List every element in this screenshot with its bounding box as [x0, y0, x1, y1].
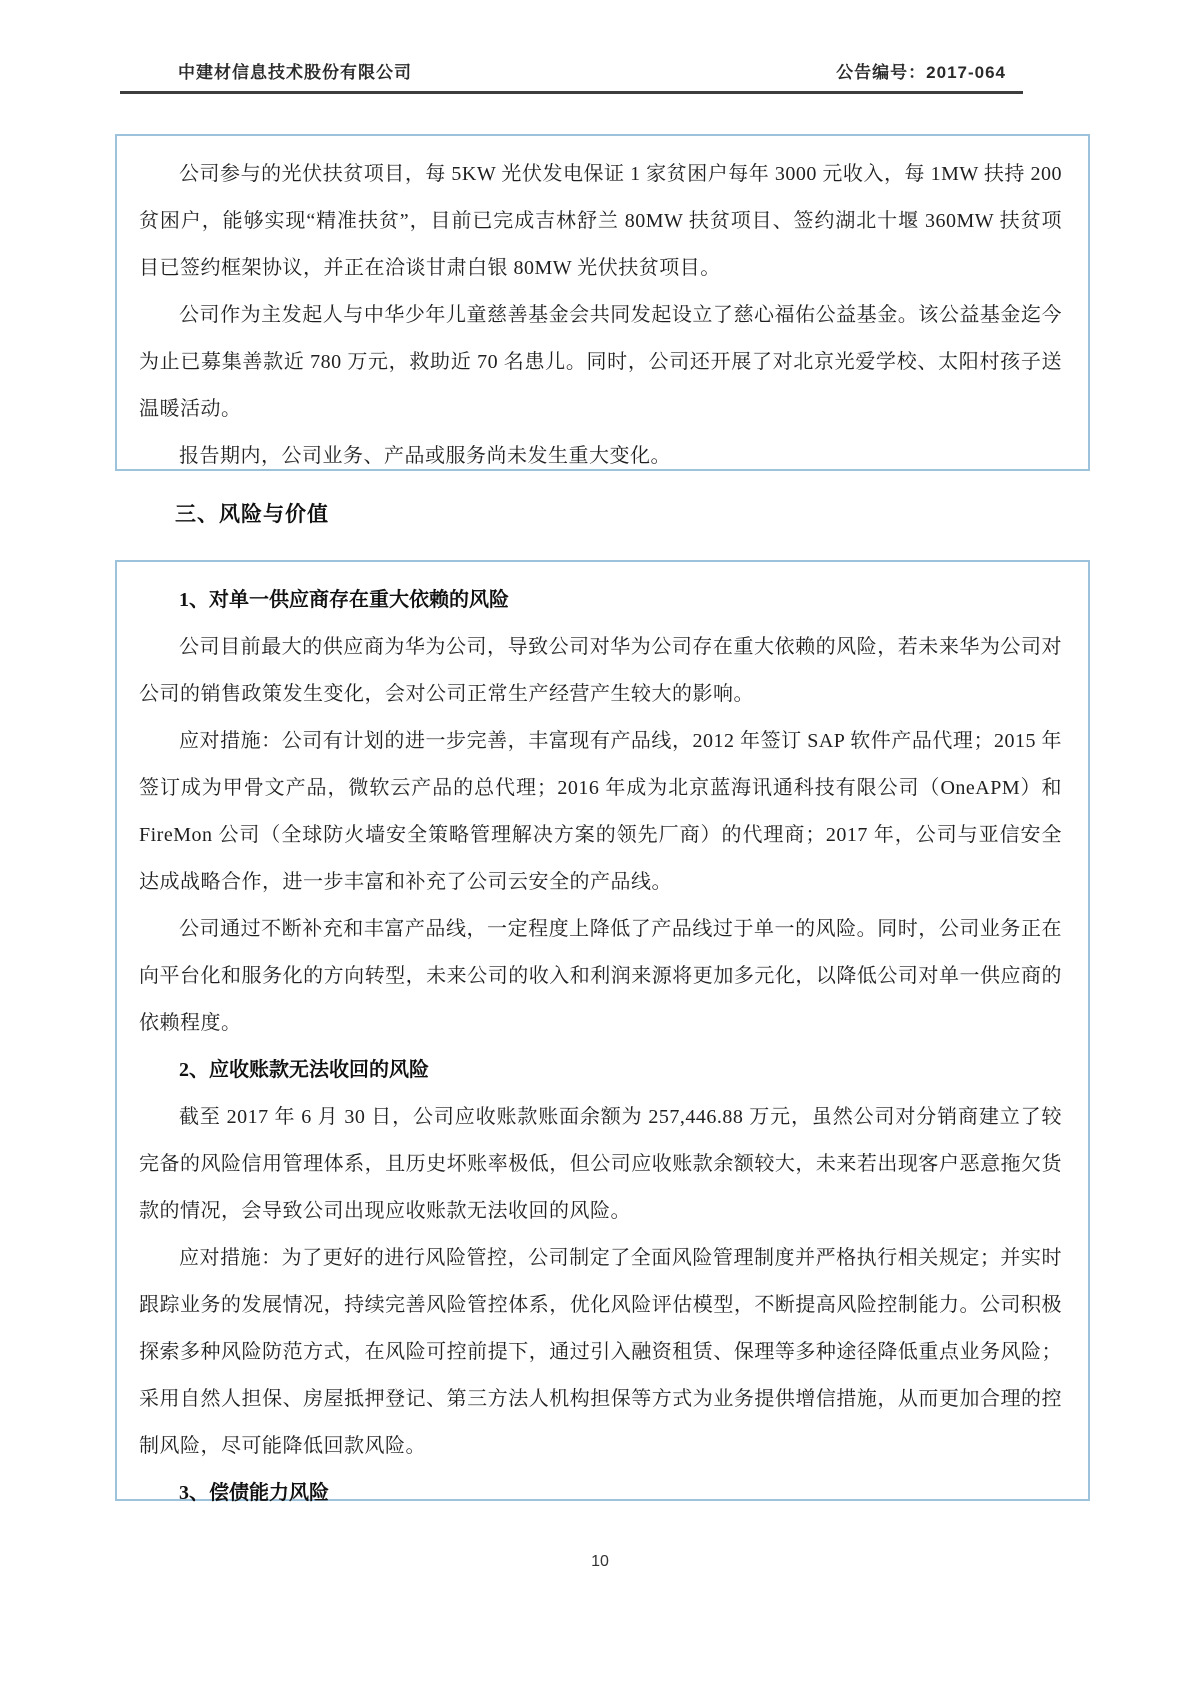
page-header: [178, 58, 1006, 83]
page-number: 10: [591, 1553, 609, 1570]
risk2-description: 截至 2017 年 6 月 30 日，公司应收账款账面余额为 257,446.88 万元，虽然公司对分销商建立了较完备的风险信用管理体系，且历史坏账率极低，但公司应收账款余额较大，未来若出现客户恶意拖欠货款的情况，会导致公司出现应收账款无法收回的风险。: [139, 1106, 1062, 1222]
risk-subheading-3: 3、偿债能力风险: [179, 1482, 329, 1504]
paragraph-charity-fund: 公司作为主发起人与中华少年儿童慈善基金会共同发起设立了慈心福佑公益基金。该公益基金迄今为止已募集善款近 780 万元，救助近 70 名患儿。同时，公司还开展了对北京光爱学校、太阳村孩子送温暖活动。: [139, 304, 1062, 420]
risk-subheading-2: 2、应收账款无法收回的风险: [179, 1059, 429, 1081]
section-title-risk-and-value: 三、风险与价值: [175, 503, 329, 526]
risk-subheading-1: 1、对单一供应商存在重大依赖的风险: [179, 589, 509, 611]
risk2-countermeasures: 应对措施：为了更好的进行风险管控，公司制定了全面风险管理制度并严格执行相关规定；并实时跟踪业务的发展情况，持续完善风险管控体系，优化风险评估模型，不断提高风险控制能力。公司积极探索多种风险防范方式，在风险可控前提下，通过引入融资租赁、保理等多种途径降低重点业务风险；采用自然人担保、房屋抵押登记、第三方法人机构担保等方式为业务提供增信措施，从而更加合理的控制风险，尽可能降低回款风险。: [139, 1247, 1062, 1457]
header-divider: [120, 91, 1023, 94]
company-name: 中建材信息技术股份有限公司: [178, 63, 412, 82]
announcement-number: 公告编号：2017-064: [836, 63, 1006, 82]
risk1-countermeasures: 应对措施：公司有计划的进一步完善，丰富现有产品线，2012 年签订 SAP 软件产品代理；2015 年签订成为甲骨文产品，微软云产品的总代理；2016 年成为北京蓝海讯通科技有限公司（OneAPM）和 FireMon 公司（全球防火墙安全策略管理解决方案的领先厂商）的代理商；2017 年，公司与亚信安全达成战略合作，进一步丰富和补充了公司云安全的产品线。: [139, 730, 1062, 893]
paragraph-no-major-change: 报告期内，公司业务、产品或服务尚未发生重大变化。: [179, 445, 671, 467]
risk-and-value-box: [115, 560, 1090, 1504]
risk1-description: 公司目前最大的供应商为华为公司，导致公司对华为公司存在重大依赖的风险，若未来华为公司对公司的销售政策发生变化，会对公司正常生产经营产生较大的影响。: [139, 636, 1062, 705]
paragraph-pv-poverty-alleviation: 公司参与的光伏扶贫项目，每 5KW 光伏发电保证 1 家贫困户每年 3000 元收入，每 1MW 扶持 200 贫困户，能够实现“精准扶贫”，目前已完成吉林舒兰 80MW 扶贫项目、签约湖北十堰 360MW 扶贫项目已签约框架协议，并正在洽谈甘肃白银 80MW 光伏扶贫项目。: [139, 163, 1062, 279]
risk1-mitigation-outlook: 公司通过不断补充和丰富产品线，一定程度上降低了产品线过于单一的风险。同时，公司业务正在向平台化和服务化的方向转型，未来公司的收入和利润来源将更加多元化，以降低公司对单一供应商的依赖程度。: [139, 918, 1062, 1034]
social-responsibility-box: [115, 134, 1090, 471]
